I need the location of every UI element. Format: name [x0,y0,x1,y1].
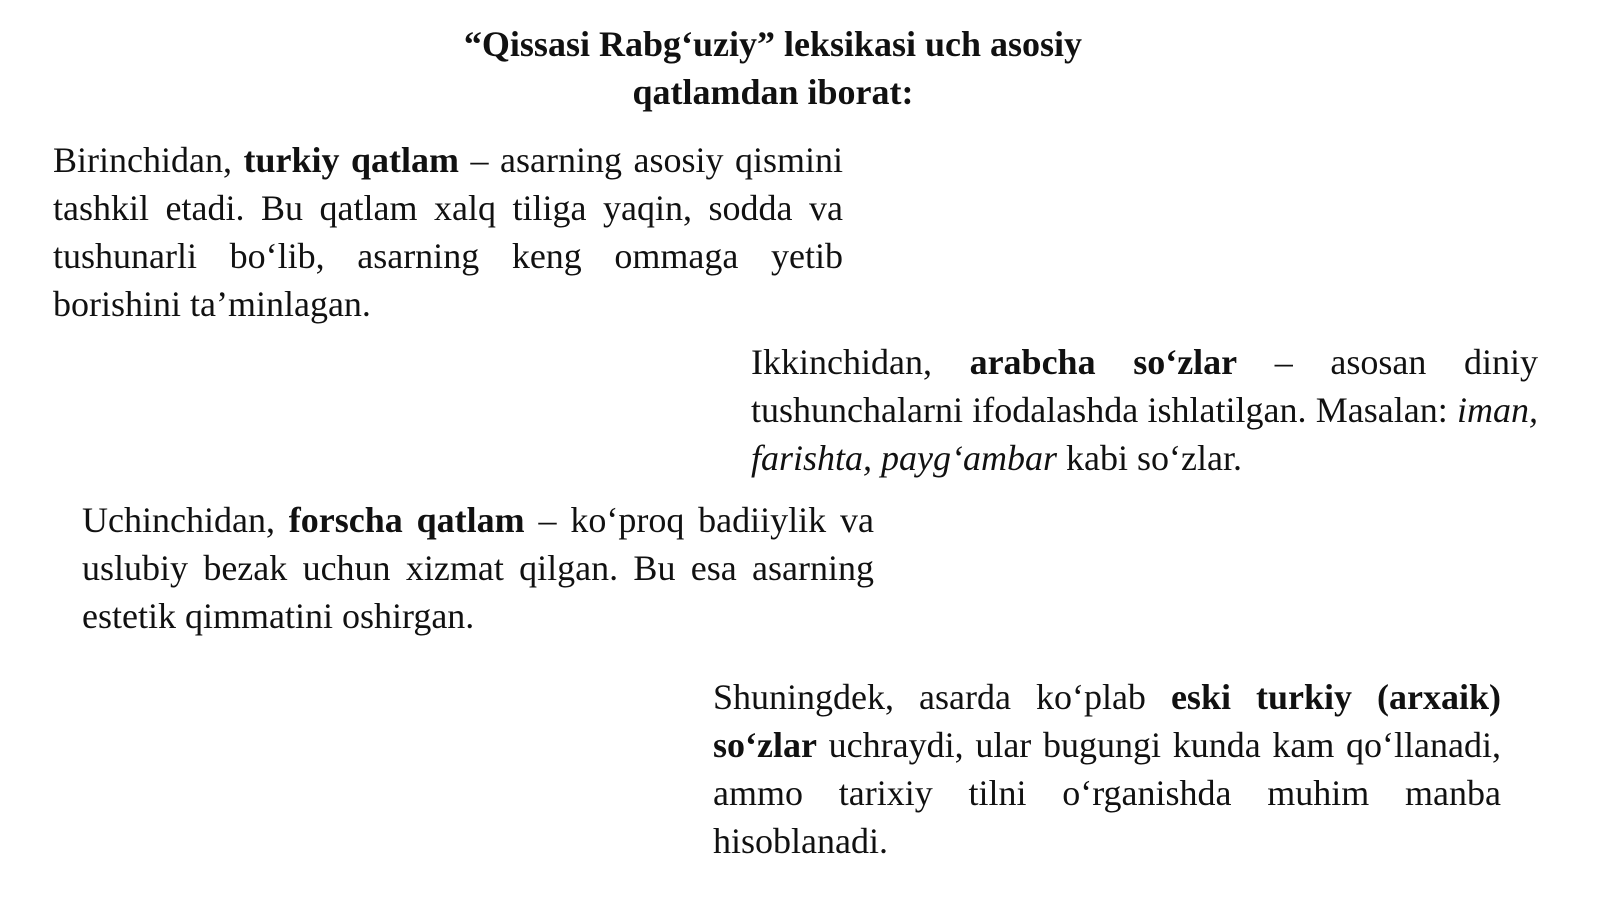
paragraph-turkiy-qatlam [53,136,843,328]
title-line-1: “Qissasi Rabg‘uziy” leksikasi uch asosiy [463,24,1083,64]
paragraph-forscha-qatlam [82,496,874,640]
p4-text: uchraydi, ular bugungi kunda kam qo‘llanadi, ammo tarixiy tilni o‘rganishda muhim manba hisoblanadi. [713,725,1501,861]
p1-lead: Birinchidan, [53,140,244,180]
page-title [0,20,1546,116]
p2-text: – asosan diniy tushunchalarni ifodalashda ishlatilgan. Masalan: [751,342,1538,430]
paragraph-eski-turkiy [713,673,1501,865]
p3-term: forscha qatlam [288,500,525,540]
p4-lead: Shuningdek, asarda ko‘plab [713,677,1171,717]
p3-lead: Uchinchidan, [82,500,289,540]
p1-text: – asarning asosiy qismini tashkil etadi. Bu qatlam xalq tiliga yaqin, sodda va tushunarli bo‘lib, asarning keng ommaga yetib borishini ta’minlagan. [53,140,843,324]
title-line-2: qatlamdan iborat: [632,72,914,112]
p2-examples: iman, farishta, payg‘ambar [751,390,1538,478]
p1-term: turkiy qatlam [243,140,459,180]
p2-term: arabcha so‘zlar [969,342,1238,382]
p3-text: – ko‘proq badiiylik va uslubiy bezak uchun xizmat qilgan. Bu esa asarning estetik qimmatini oshirgan. [82,500,874,636]
p2-lead: Ikkinchidan, [751,342,970,382]
p4-term: eski turkiy (arxaik) so‘zlar [713,677,1501,765]
p2-tail: kabi so‘zlar. [1057,438,1242,478]
paragraph-arabcha-sozlar [751,338,1538,482]
